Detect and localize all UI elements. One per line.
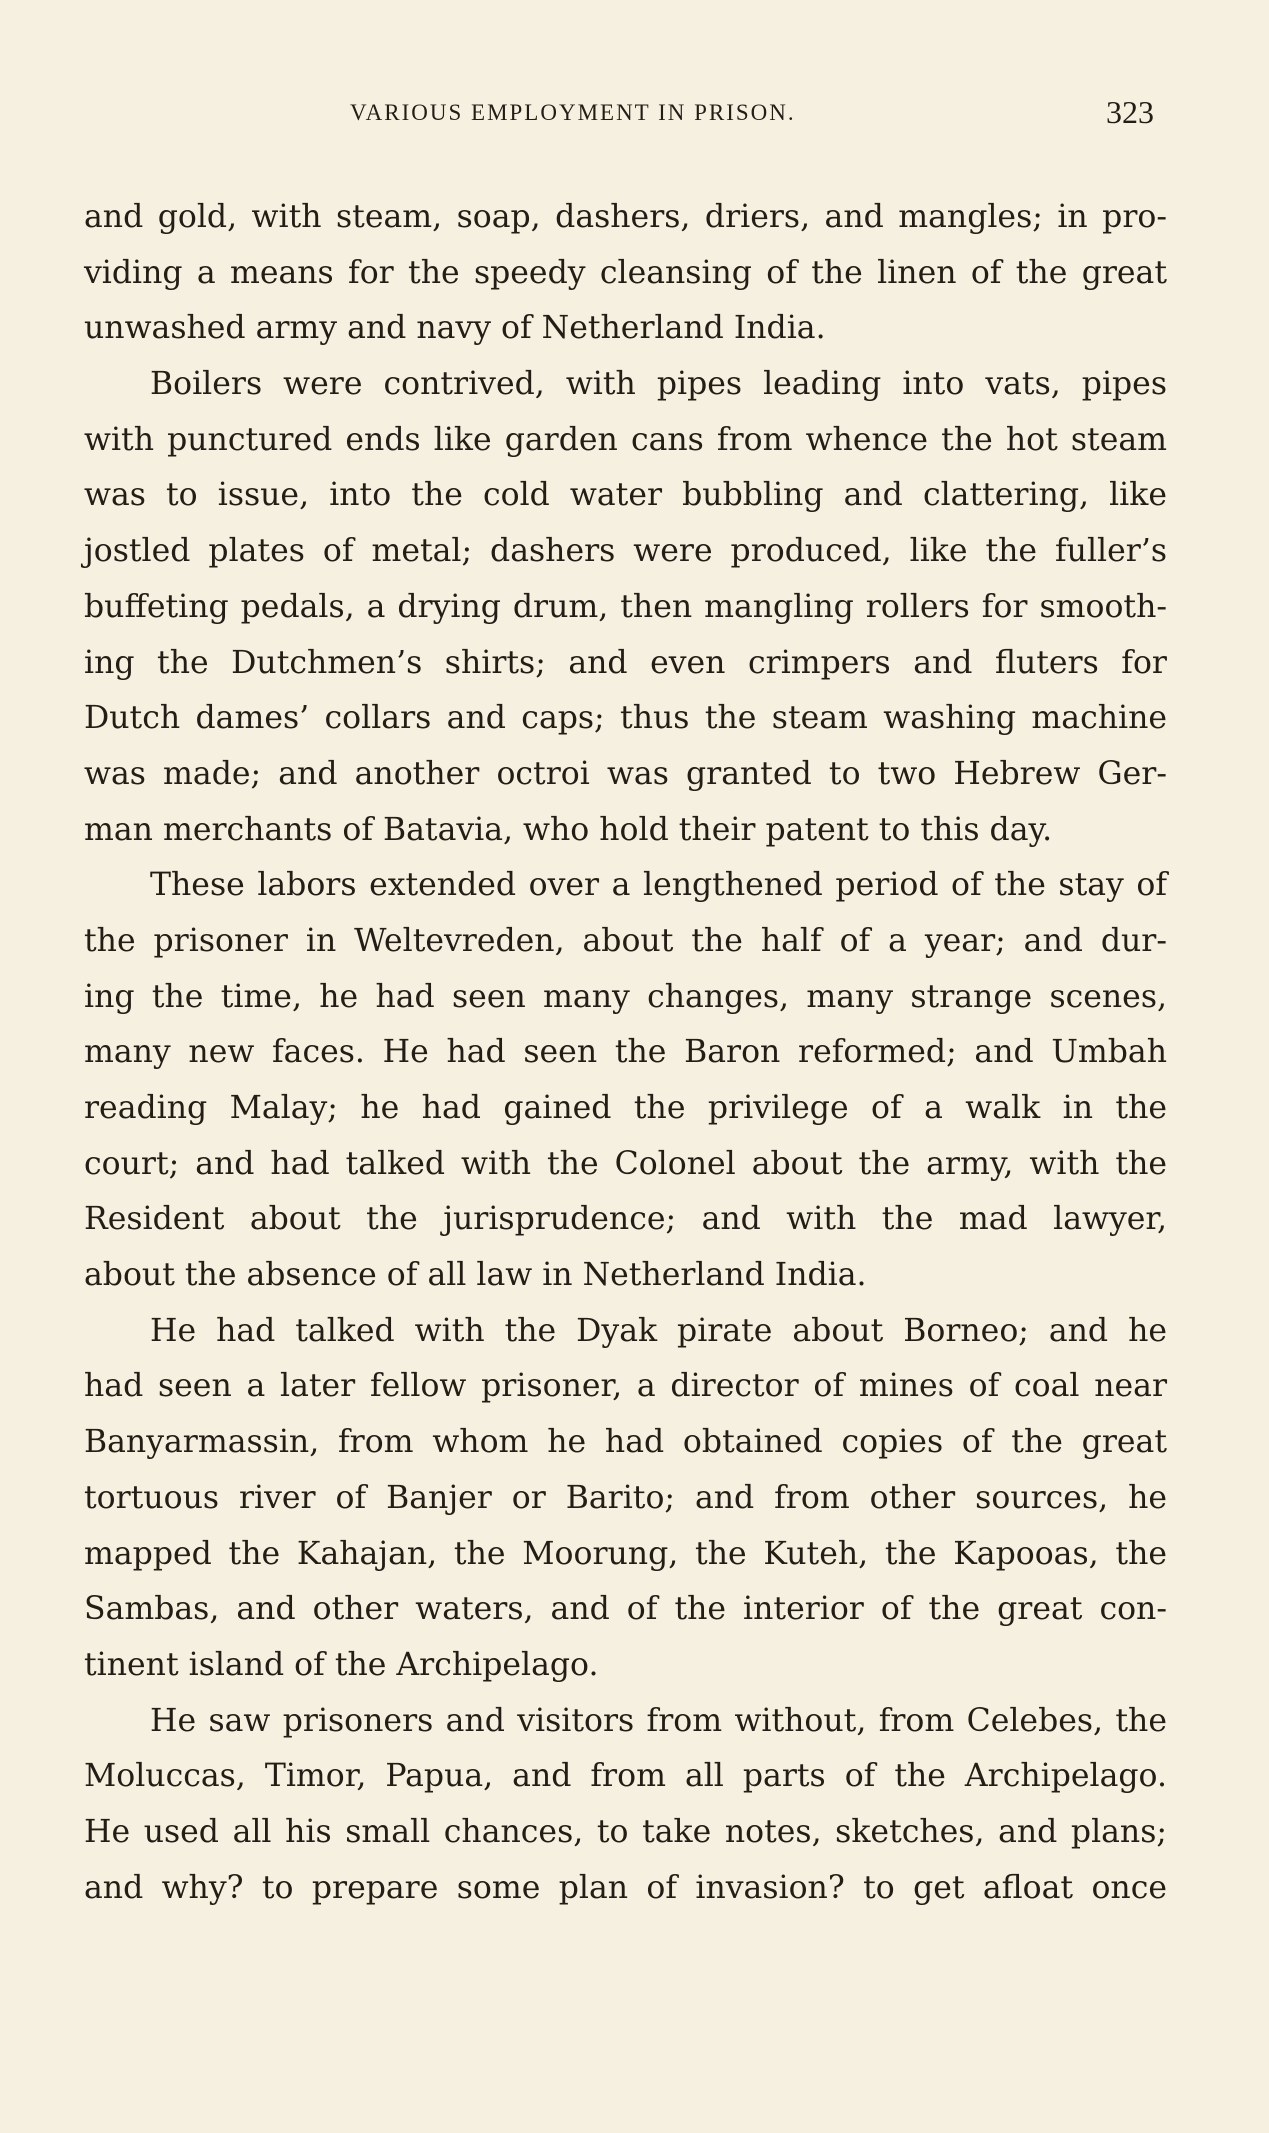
text-line: had seen a later fellow prisoner, a director of mines of coal near	[84, 1368, 1167, 1405]
text-line: was made; and another octroi was granted to two Hebrew Ger-	[84, 755, 1167, 792]
text-line: tinent island of the Archipelago.	[84, 1646, 599, 1683]
page-number: 323	[1106, 94, 1154, 130]
text-line: with punctured ends like garden cans from whence the hot steam	[84, 421, 1167, 458]
text-line: He had talked with the Dyak pirate about Borneo; and he	[150, 1312, 1167, 1349]
text-line: man merchants of Batavia, who hold their patent to this day.	[84, 811, 1053, 848]
text-line: court; and had talked with the Colonel about the army, with the	[84, 1145, 1167, 1182]
text-line: many new faces. He had seen the Baron reformed; and Umbah	[84, 1034, 1167, 1071]
text-line: ing the time, he had seen many changes, many strange scenes,	[84, 978, 1167, 1015]
text-line: He used all his small chances, to take notes, sketches, and plans;	[84, 1813, 1167, 1850]
text-line: Banyarmassin, from whom he had obtained copies of the great	[84, 1424, 1167, 1461]
text-line: Dutch dames’ collars and caps; thus the steam washing machine	[84, 700, 1167, 737]
text-line: unwashed army and navy of Netherland India.	[84, 310, 826, 347]
text-line: He saw prisoners and visitors from without, from Celebes, the	[150, 1702, 1167, 1739]
text-line: jostled plates of metal; dashers were produced, like the fuller’s	[84, 533, 1167, 570]
text-line: Moluccas, Timor, Papua, and from all parts of the Archipelago.	[84, 1758, 1167, 1795]
text-line: viding a means for the speedy cleansing of the linen of the great	[84, 254, 1167, 291]
text-line: mapped the Kahajan, the Moorung, the Kuteh, the Kapooas, the	[84, 1535, 1167, 1572]
text-line: tortuous river of Banjer or Barito; and from other sources, he	[84, 1479, 1167, 1516]
body-text	[84, 190, 1167, 1916]
text-line: and why? to prepare some plan of invasion? to get afloat once	[84, 1869, 1167, 1906]
text-line: buffeting pedals, a drying drum, then mangling rollers for smooth-	[84, 588, 1167, 625]
text-line: was to issue, into the cold water bubbling and clattering, like	[84, 477, 1167, 514]
text-line: and gold, with steam, soap, dashers, driers, and mangles; in pro-	[84, 199, 1167, 235]
text-line: reading Malay; he had gained the privilege of a walk in the	[84, 1090, 1167, 1126]
text-line: ing the Dutchmen’s shirts; and even crimpers and fluters for	[84, 644, 1167, 681]
text-line: These labors extended over a lengthened period of the stay of	[150, 867, 1167, 904]
text-line: the prisoner in Weltevreden, about the half of a year; and dur-	[84, 922, 1167, 959]
text-line: Resident about the jurisprudence; and with the mad lawyer,	[84, 1201, 1167, 1238]
text-line: about the absence of all law in Netherland India.	[84, 1257, 867, 1294]
running-head: VARIOUS EMPLOYMENT IN PRISON.	[350, 100, 796, 125]
text-line: Boilers were contrived, with pipes leading into vats, pipes	[150, 366, 1167, 403]
text-line: Sambas, and other waters, and of the interior of the great con-	[84, 1591, 1167, 1628]
